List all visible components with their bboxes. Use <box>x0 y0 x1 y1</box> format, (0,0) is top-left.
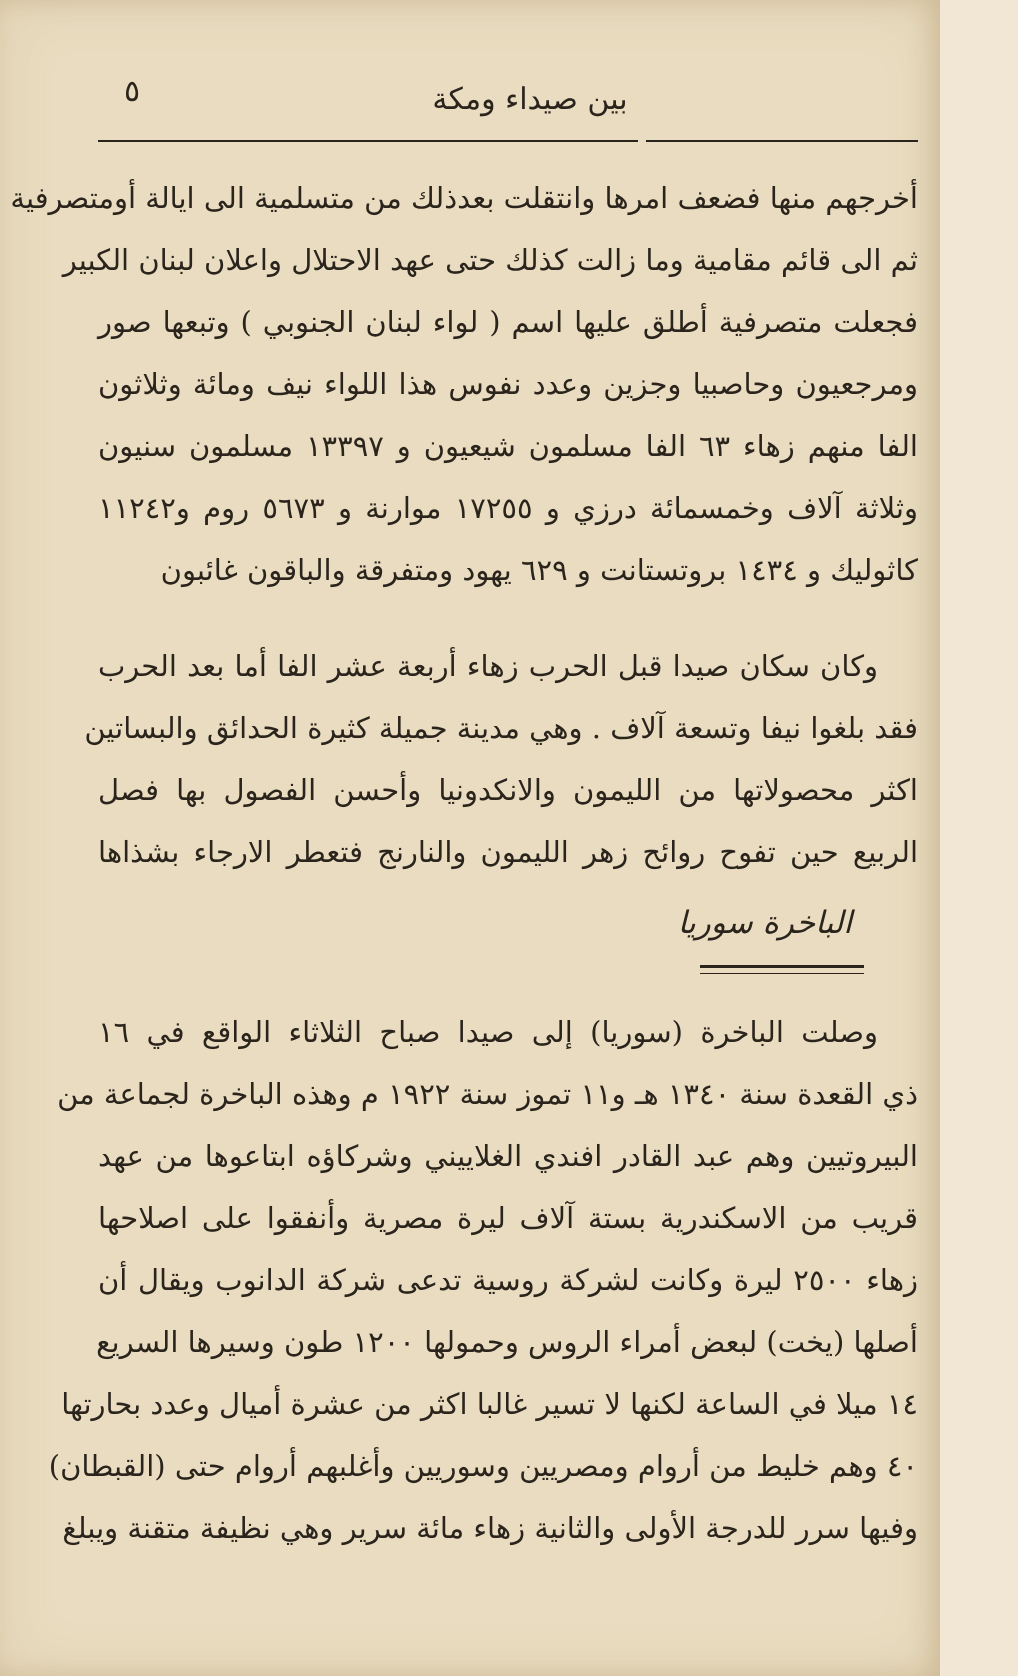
running-title: بين صيداء ومكة <box>432 82 628 117</box>
text-line: وثلاثة آلاف وخمسمائة درزي و ١٧٢٥٥ موارنة و ٥٦٧٣ روم و١١٢٤٢ <box>98 491 918 525</box>
page-number: ٥ <box>124 74 141 109</box>
heading-underline <box>700 965 864 968</box>
text-line: الفا منهم زهاء ٦٣ الفا مسلمون شيعيون و ١٣٣٩٧ مسلمون سنيون <box>98 429 918 463</box>
text-line: أخرجهم منها فضعف امرها وانتقلت بعدذلك من متسلمية الى ايالة أومتصرفية <box>10 181 918 215</box>
text-line: البيروتيين وهم عبد القادر افندي الغلاييني وشركاؤه ابتاعوها من عهد <box>98 1139 918 1173</box>
section-heading: الباخرة سوريا <box>677 905 852 941</box>
text-line: وصلت الباخرة (سوريا) إلى صيدا صباح الثلاثاء الواقع في ١٦ <box>98 1015 878 1049</box>
text-line: ٤٠ وهم خليط من أروام ومصريين وسوريين وأغلبهم أروام حتى (القبطان) <box>48 1449 918 1483</box>
text-line: ثم الى قائم مقامية وما زالت كذلك حتى عهد الاحتلال واعلان لبنان الكبير <box>62 243 918 277</box>
text-line: وكان سكان صيدا قبل الحرب زهاء أربعة عشر الفا أما بعد الحرب <box>98 649 878 683</box>
header-rule <box>646 140 918 142</box>
text-line: اكثر محصولاتها من الليمون والانكدونيا وأحسن الفصول بها فصل <box>98 773 918 807</box>
header-rule <box>98 140 638 142</box>
text-line: كاثوليك و ١٤٣٤ بروتستانت و ٦٢٩ يهود ومتفرقة والباقون غائبون <box>160 553 918 587</box>
text-line: الربيع حين تفوح روائح زهر الليمون والنارنج فتعطر الارجاء بشذاها <box>98 835 918 869</box>
text-line: أصلها (يخت) لبعض أمراء الروس وحمولها ١٢٠٠ طون وسيرها السريع <box>96 1325 918 1359</box>
text-line: وفيها سرر للدرجة الأولى والثانية زهاء مائة سرير وهي نظيفة متقنة ويبلغ <box>62 1511 918 1545</box>
text-line: ١٤ ميلا في الساعة لكنها لا تسير غالبا اكثر من عشرة أميال وعدد بحارتها <box>61 1387 918 1421</box>
text-line: فجعلت متصرفية أطلق عليها اسم ( لواء لبنان الجنوبي ) وتبعها صور <box>98 305 918 339</box>
heading-underline <box>700 973 864 974</box>
text-line: فقد بلغوا نيفا وتسعة آلاف . وهي مدينة جميلة كثيرة الحدائق والبساتين <box>84 711 918 745</box>
text-line: ومرجعيون وحاصبيا وجزين وعدد نفوس هذا اللواء نيف ومائة وثلاثون <box>98 367 918 401</box>
text-line: ذي القعدة سنة ١٣٤٠ هـ و١١ تموز سنة ١٩٢٢ م وهذه الباخرة لجماعة من <box>57 1077 918 1111</box>
text-line: زهاء ٢٥٠٠ ليرة وكانت لشركة روسية تدعى شركة الدانوب ويقال أن <box>98 1263 918 1297</box>
text-line: قريب من الاسكندرية بستة آلاف ليرة مصرية وأنفقوا على اصلاحها <box>98 1201 918 1235</box>
